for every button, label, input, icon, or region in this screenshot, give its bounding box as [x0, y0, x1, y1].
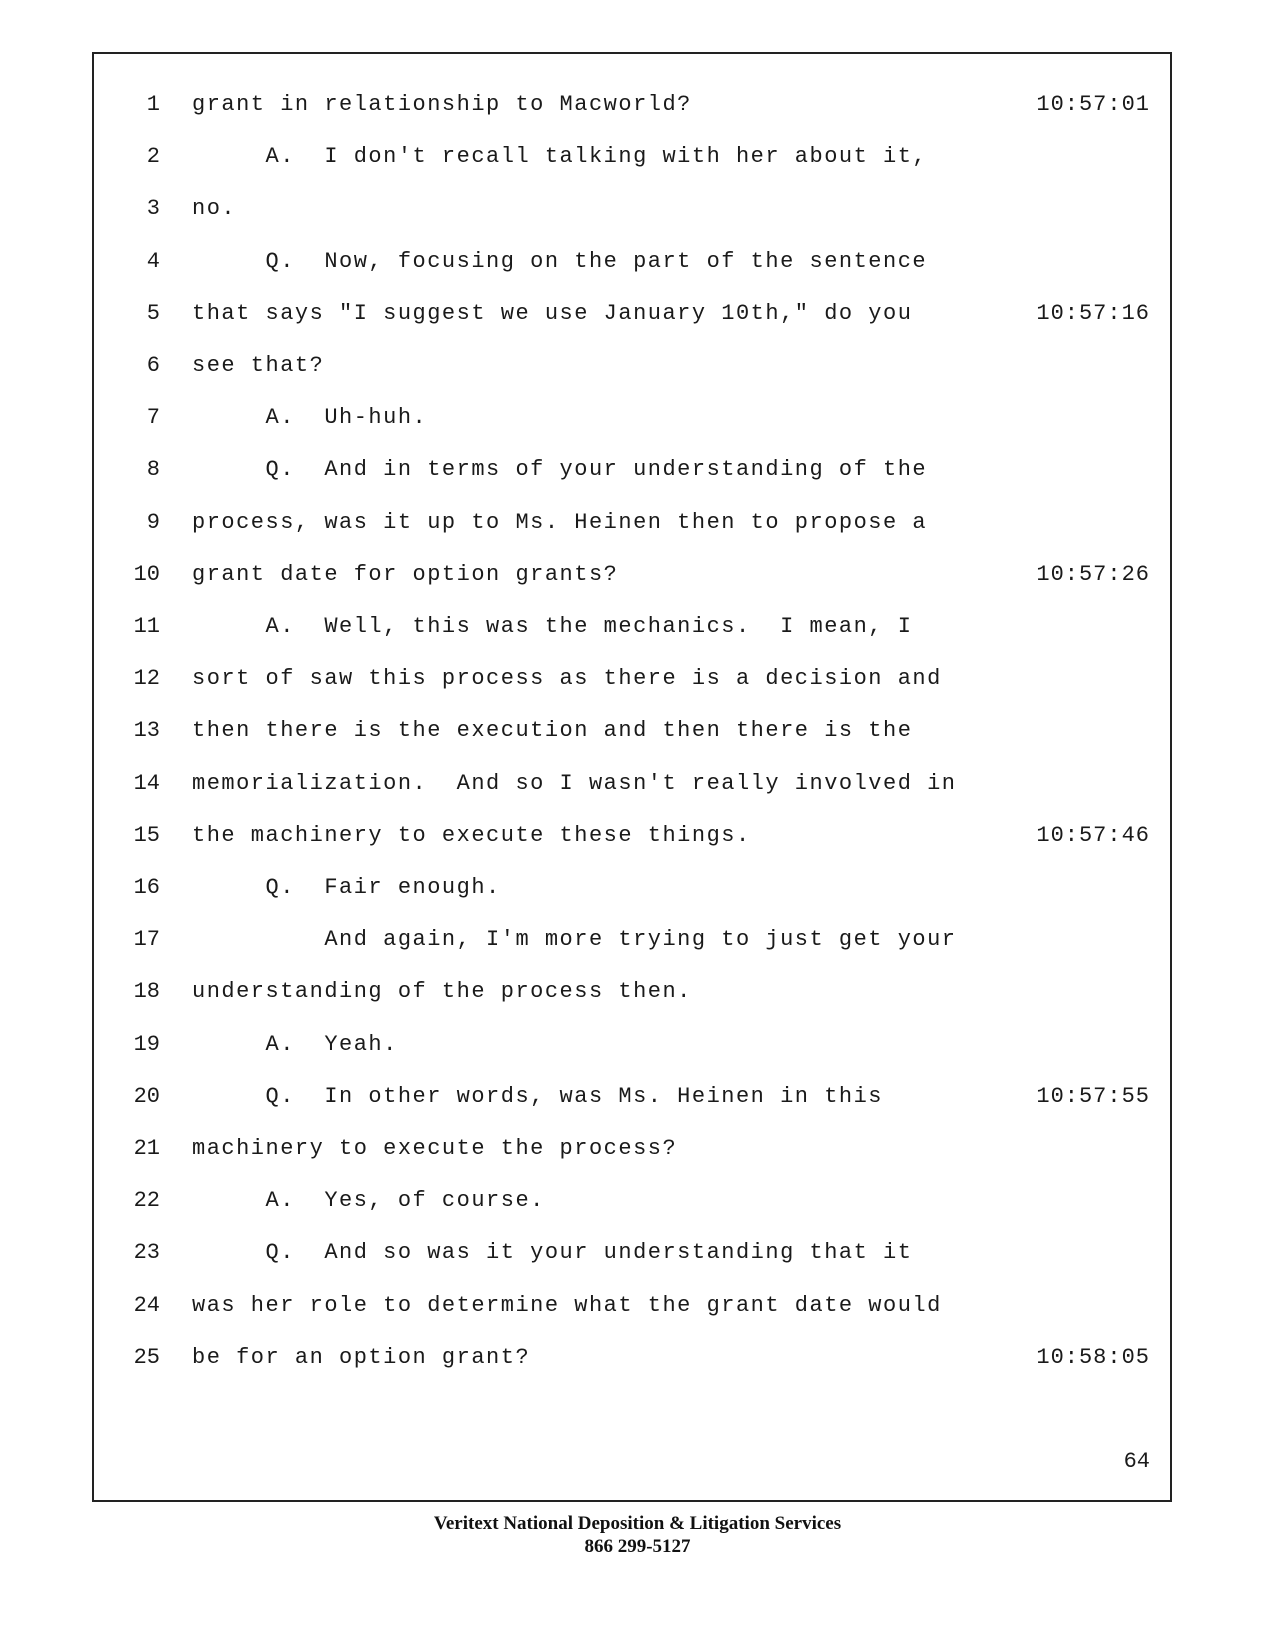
line-number: 1 — [146, 92, 160, 117]
line-number: 2 — [146, 144, 160, 170]
line-text: grant in relationship to Macworld? — [192, 92, 692, 117]
line-text: A. I don't recall talking with her about it, — [192, 144, 928, 170]
line-text: the machinery to execute these things. — [192, 822, 751, 848]
line-number: 10 — [133, 561, 160, 587]
line-number: 18 — [133, 979, 160, 1005]
line-text: Q. Fair enough. — [192, 875, 501, 900]
timestamp: 10:57:01 — [1036, 92, 1150, 117]
footer — [0, 1512, 1275, 1558]
transcript-line — [94, 249, 1170, 289]
line-text: be for an option grant? — [192, 1344, 531, 1370]
timestamp: 10:57:46 — [1036, 822, 1150, 848]
page-number: 64 — [1123, 1449, 1150, 1474]
line-number: 7 — [146, 405, 160, 431]
line-text: then there is the execution and then there is the — [192, 718, 913, 744]
line-text: process, was it up to Ms. Heinen then to propose a — [192, 509, 928, 535]
transcript-line — [94, 1136, 1170, 1176]
line-text: memorialization. And so I wasn't really involved in — [192, 770, 957, 796]
line-number: 9 — [146, 509, 160, 535]
line-text: Q. And in terms of your understanding of the — [192, 457, 928, 483]
line-text: A. Well, this was the mechanics. I mean, I — [192, 614, 913, 639]
line-text: A. Uh-huh. — [192, 405, 428, 431]
transcript-line — [94, 1293, 1170, 1333]
transcript-line — [94, 144, 1170, 184]
transcript-line — [94, 614, 1170, 654]
line-text: see that? — [192, 353, 325, 378]
transcript-line — [94, 510, 1170, 550]
line-number: 23 — [133, 1240, 160, 1266]
line-number: 16 — [133, 875, 160, 900]
timestamp: 10:57:55 — [1036, 1083, 1150, 1109]
transcript-line — [94, 1084, 1170, 1124]
line-text: machinery to execute the process? — [192, 1136, 678, 1161]
line-number: 11 — [133, 614, 160, 639]
line-text: Q. And so was it your understanding that it — [192, 1240, 913, 1266]
line-text: And again, I'm more trying to just get your — [192, 927, 957, 953]
line-number: 14 — [133, 770, 160, 796]
transcript-line — [94, 457, 1170, 497]
line-text: Q. Now, focusing on the part of the sentence — [192, 248, 928, 274]
transcript-line — [94, 771, 1170, 811]
line-text: that says "I suggest we use January 10th," do you — [192, 300, 913, 326]
line-text: no. — [192, 196, 237, 222]
footer-company: Veritext National Deposition & Litigation Services — [433, 1513, 842, 1534]
line-number: 20 — [133, 1083, 160, 1109]
line-text: grant date for option grants? — [192, 561, 619, 587]
line-text: A. Yes, of course. — [192, 1188, 545, 1214]
transcript-line — [94, 718, 1170, 758]
line-number: 22 — [133, 1188, 160, 1214]
line-number: 3 — [146, 196, 160, 222]
line-number: 15 — [133, 822, 160, 848]
line-text: understanding of the process then. — [192, 979, 692, 1005]
transcript-line — [94, 301, 1170, 341]
transcript-line — [94, 353, 1170, 393]
line-text: sort of saw this process as there is a decision and — [192, 666, 942, 692]
line-text: Q. In other words, was Ms. Heinen in this — [192, 1083, 884, 1109]
line-number: 5 — [146, 300, 160, 326]
line-number: 17 — [133, 927, 160, 953]
transcript-line — [94, 562, 1170, 602]
line-number: 12 — [133, 666, 160, 692]
transcript-line — [94, 405, 1170, 445]
line-number: 21 — [133, 1136, 160, 1161]
transcript-line — [94, 979, 1170, 1019]
footer-phone: 866 299-5127 — [584, 1536, 691, 1557]
line-number: 19 — [133, 1031, 160, 1057]
transcript-page — [92, 52, 1172, 1502]
transcript-line — [94, 92, 1170, 132]
line-text: A. Yeah. — [192, 1031, 398, 1057]
line-number: 24 — [133, 1292, 160, 1318]
line-number: 6 — [146, 353, 160, 378]
timestamp: 10:57:26 — [1036, 561, 1150, 587]
transcript-line — [94, 875, 1170, 915]
transcript-line — [94, 1240, 1170, 1280]
timestamp: 10:57:16 — [1036, 300, 1150, 326]
transcript-line — [94, 1345, 1170, 1385]
transcript-line — [94, 666, 1170, 706]
transcript-line — [94, 1188, 1170, 1228]
transcript-line — [94, 927, 1170, 967]
line-number: 8 — [146, 457, 160, 483]
line-number: 4 — [146, 248, 160, 274]
transcript-line — [94, 823, 1170, 863]
transcript-line — [94, 196, 1170, 236]
line-number: 13 — [133, 718, 160, 744]
timestamp: 10:58:05 — [1036, 1344, 1150, 1370]
line-text: was her role to determine what the grant date would — [192, 1292, 942, 1318]
line-number: 25 — [133, 1344, 160, 1370]
transcript-line — [94, 1032, 1170, 1072]
